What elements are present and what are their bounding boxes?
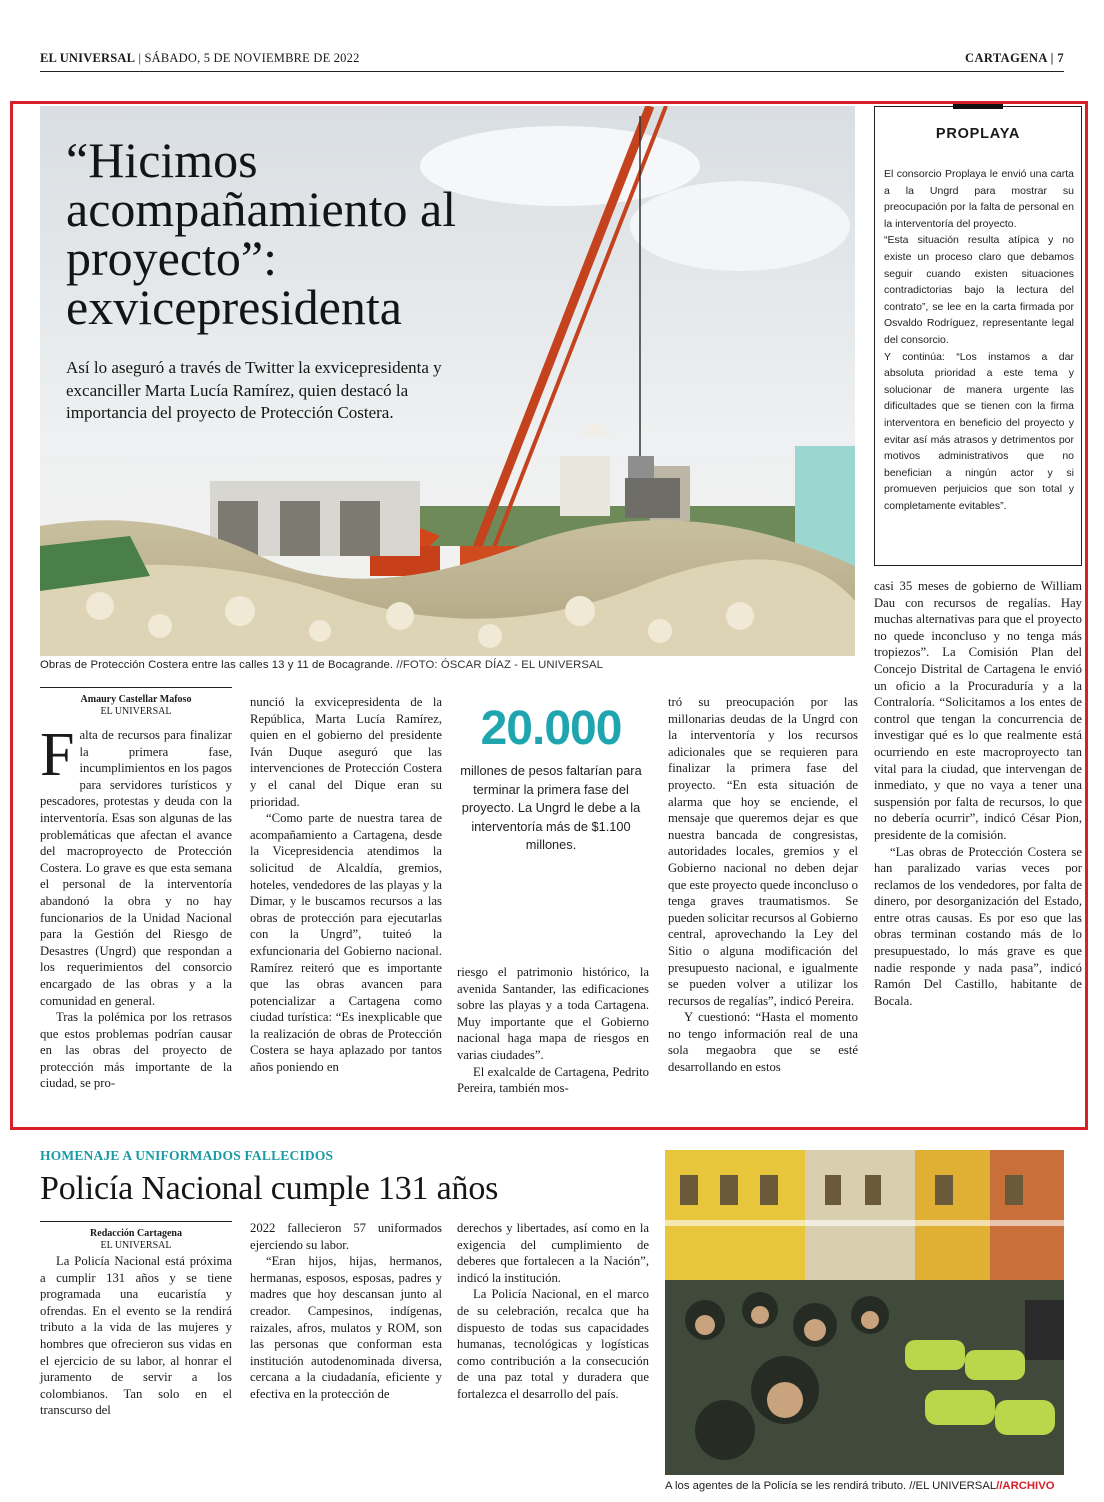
paragraph: “Como parte de nuestra tarea de acompañamiento a Cartagena, desde la Vicepresidencia atendimos la solicitud de Alcaldía, gremios, hoteles, vendedores de las playas y la Dimar, y le buscamos recursos a las obras de protección para ejecutarlas con la Ungrd”, tuiteó la exfuncionaria del Gobierno nacional. Ramírez reiteró que es importante que las obras avancen para potencializar a Cartagena como ciudad turística: “Es inexplicable que la realización de obras de Protección Costera se haya aplazado por tantos años poniendo en <box>250 811 442 1075</box>
police-photo <box>665 1150 1064 1475</box>
paragraph: riesgo el patrimonio histórico, la avenida Santander, las edificaciones sobre las playas y a toda Cartagena. Muy importante que el Gobierno nacional haga mapa de riesgos en varias ciudades”. <box>457 965 649 1062</box>
paragraph: El exalcalde de Cartagena, Pedrito Pereira, también mos- <box>457 1064 649 1096</box>
paragraph: La Policía Nacional, en el marco de su celebración, recalca que ha dispuesto de todas sus capacidades humanas, tecnológicas y logísticas como contribución a la consecución de una paz total y duradera que fortalezca el desarrollo del país. <box>457 1287 649 1401</box>
paragraph: tró su preocupación por las millonarias deudas de la Ungrd con la interventoría y los recursos adicionales que se requieren para finalizar la primera fase del proyecto. “En esta situación de alarma que hoy se enciende, el mensaje que queremos dejar es que nuestra bancada de congresistas, autoridades locales, gremios y el Gobierno nacional no deben dejar que este proyecto quede inconcluso o tenga graves traumatismos. Se pueden solicitar recursos al Gobierno central, aprovechando la Ley del Sitio o alguna modificación del presupuesto nacional, e igualmente se pueden volver a utilizar los recursos de regalías”, indicó Pereira. <box>668 695 858 1008</box>
paragraph: derechos y libertades, así como en la exigencia del cumplimiento de deberes que fortalecen a la Nación”, indicó la institución. <box>457 1221 649 1285</box>
paragraph: Y cuestionó: “Hasta el momento no tengo información real de una sola megaobra que se esté desarrollando en estos <box>668 1010 858 1075</box>
edition-date: SÁBADO, 5 DE NOVIEMBRE DE 2022 <box>144 51 360 65</box>
police-photo-caption <box>665 1480 1085 1492</box>
byline-author: Redacción Cartagena <box>90 1228 182 1239</box>
newspaper-name: EL UNIVERSAL <box>40 51 136 65</box>
highlight-frame <box>10 101 1088 1130</box>
sidebar-paragraph: “Esta situación resulta atípica y no existe un proceso claro que debamos seguir cuando existen situaciones contradictorias bajo la lectura del contrato”, se lee en la carta firmada por Osvaldo Rodríguez, representante legal del consorcio. <box>884 234 1074 346</box>
page-header-right: CARTAGENA | 7 <box>965 51 1064 65</box>
caption-credit-archive: //ARCHIVO <box>996 1480 1055 1492</box>
sidebar-paragraph: Y continúa: “Los instamos a dar absoluta prioridad a este tema y solucionar de manera urgente las dificultades que se tienen con la firma interventora en beneficio del proyecto y evitar así más atrasos y detrimentos por motivos administrativos que no benefician a ningún actor y si promueven perjuicios que son total y completamente evitables”. <box>884 350 1074 512</box>
second-kicker: HOMENAJE A UNIFORMADOS FALLECIDOS <box>40 1148 334 1163</box>
paragraph: La Policía Nacional está próxima a cumplir 131 años y se tiene programada una eucaristía y ofrendas. En el evento se la rendirá tributo a la vida de las mujeres y hombres que ofrecieron sus vidas en el ejercicio de su labor, al honrar el juramento de servir a los colombianos. Tan solo en el transcurso del <box>40 1254 232 1418</box>
second-byline <box>40 1228 232 1252</box>
caption-text: A los agentes de la Policía se les rendirá tributo. <box>665 1480 907 1492</box>
main-deck: Así lo aseguró a través de Twitter la exvicepresidenta y excanciller Marta Lucía Ramírez, quien destacó la importancia del proyecto de Protección Costera. <box>66 358 442 422</box>
caption-credit: //EL UNIVERSAL <box>909 1480 997 1492</box>
caption-credit: //FOTO: ÓSCAR DÍAZ - EL UNIVERSAL <box>396 659 604 671</box>
second-headline: Policía Nacional cumple 131 años <box>40 1170 499 1207</box>
paragraph: nunció la exvicepresidenta de la República, Marta Lucía Ramírez, quien en el gobierno del presidente Iván Duque aseguró que las intervenciones de Protección Costera y el canal del Dique eran su prioridad. <box>250 695 442 809</box>
paragraph: “Eran hijos, hijas, hermanos, hermanas, esposos, esposas, padres y madres que hoy descansan junto al creador. Campesinos, indígenas, raizales, afros, mulatos y ROM, son las personas que conforman esta institución autodenominada diversa, cercana a la ciudadanía, eficiente y efectiva en la protección de <box>250 1254 442 1401</box>
second-column-3 <box>457 1220 649 1403</box>
page-number: 7 <box>1057 51 1064 65</box>
header-rule <box>40 71 1064 72</box>
byline-outlet: EL UNIVERSAL <box>100 1240 172 1251</box>
section-name: CARTAGENA <box>965 51 1048 65</box>
paragraph: casi 35 meses de gobierno de William Dau con recursos de regalías. Hay muchas alternativas para que el proyecto no quede inconcluso y no tenga más tropiezos”. La Comisión Plan del Concejo Distrital de Cartagena le envió un oficio a la Procuraduría y a la Contraloría. “Solicitamos a los entes de control que tengan la concurrencia de investigar qué es lo que realmente está ocurriendo en este macroproyecto tan vital para la ciudad, que intervengan de inmediato, y que no vaya a tener una suspensión por falta de recursos, lo que no debería ocurrir”, indicó César Pion, presidente de la comisión. <box>874 579 1082 842</box>
highlight-text: millones de pesos faltarían para terminar la primera fase del proyecto. La Ungrd le debe a la interventoría más de $1.100 millones. <box>460 763 642 852</box>
caption-text: Obras de Protección Costera entre las calles 13 y 11 de Bocagrande. <box>40 659 394 671</box>
highlight-number: 20.000 <box>480 702 622 755</box>
second-column-2 <box>250 1220 442 1403</box>
byline-outlet: EL UNIVERSAL <box>100 706 172 717</box>
sidebar-paragraph: El consorcio Proplaya le envió una carta a la Ungrd para mostrar su preocupación por la falta de personal en la interventoría del proyecto. <box>884 168 1074 230</box>
paragraph: 2022 fallecieron 57 uniformados ejerciendo su labor. <box>250 1221 442 1252</box>
paragraph: “Las obras de Protección Costera se han paralizado varias veces por reclamos de los vendedores, por falta de dinero, por desorganización del Estado, entre otras causas. Es por eso que las obras terminan costando más de lo presupuestado, lo más grave es que nadie responde y nada pasa”, indicó Ramón Del Castillo, habitante de Bocala. <box>874 844 1082 1008</box>
main-headline: “Hicimos acompañamiento al proyecto”: exvicepresidenta <box>66 132 457 335</box>
drop-cap: F <box>40 721 75 789</box>
paragraph: Tras la polémica por los retrasos que estos problemas podrían causar en las obras del proyecto de protección más importante de la ciudad, se pro- <box>40 1010 232 1091</box>
second-column-1 <box>40 1253 232 1419</box>
paragraph: alta de recursos para finalizar la primera fase, incumplimientos en los pagos para servidores turísticos y pescadores, protestas y deuda con la interventoría. Esas son algunas de las problemáticas que afectan el avance del macroproyecto de Protección Costera. Lo grave es que esta semana el personal de la interventoría abandonó la obra y no hay funcionarios de la Unidad Nacional para la Gestión del Riesgo de Desastres (Ungrd) que respondan a los requerimientos del consorcio encargado de las obras y a la comunidad en general. <box>40 728 232 1008</box>
page-header-left: EL UNIVERSAL | SÁBADO, 5 DE NOVIEMBRE DE 2022 <box>40 51 360 65</box>
sidebar-title: PROPLAYA <box>935 126 1021 142</box>
byline-rule <box>40 1221 232 1222</box>
byline-author: Amaury Castellar Mafoso <box>80 694 192 705</box>
